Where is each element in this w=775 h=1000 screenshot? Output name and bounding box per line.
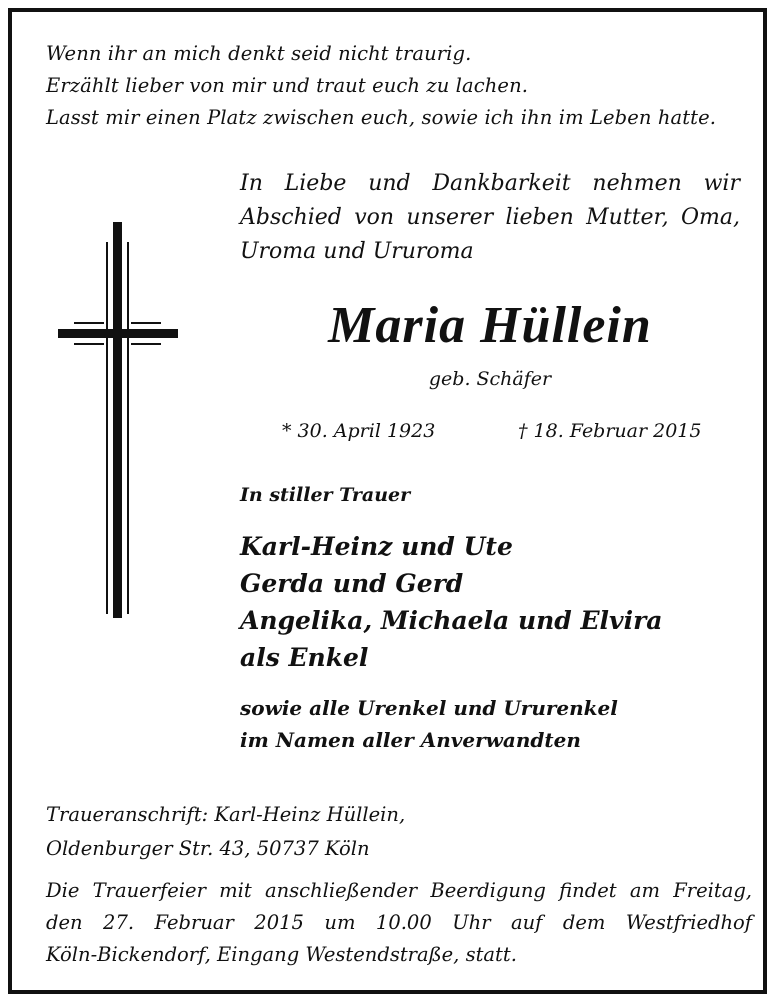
family-names [240,528,662,676]
family-line: Karl-Heinz und Ute [240,532,513,561]
cross-icon [56,220,180,620]
family-line: Gerda und Gerd [240,569,464,598]
address-line: Traueranschrift: Karl-Heinz Hüllein, [46,803,406,826]
verse-line: Wenn ihr an mich denkt seid nicht traurig. [46,42,472,65]
extended-family [240,692,618,756]
verse-line: Erzählt lieber von mir und traut euch zu lachen. [46,74,529,97]
farewell-text [240,167,740,269]
farewell-line: In Liebe und Dankbarkeit nehmen wir [240,171,740,196]
funeral-details [46,875,752,971]
birth-date: * 30. April 1923 [282,420,436,442]
farewell-line: Abschied von unserer lieben Mutter, Oma, [240,205,740,230]
funeral-line: Köln-Bickendorf, Eingang Westendstraße, statt. [46,943,517,966]
family-line: als Enkel [240,643,369,672]
funeral-line: den 27. Februar 2015 um 10.00 Uhr auf dem Westfriedhof [46,911,752,934]
family-line: Angelika, Michaela und Elvira [240,606,663,635]
memorial-verse [46,38,746,134]
death-date: † 18. Februar 2015 [518,420,702,442]
farewell-line: Uroma und Ururoma [240,239,474,264]
mourning-label: In stiller Trauer [240,484,411,506]
funeral-line: Die Trauerfeier mit anschließender Beerdigung findet am Freitag, [46,879,752,902]
deceased-name: Maria Hüllein [328,297,652,354]
extended-family-line: sowie alle Urenkel und Ururenkel [240,696,618,720]
address-line: Oldenburger Str. 43, 50737 Köln [46,837,370,860]
extended-family-line: im Namen aller Anverwandten [240,728,581,752]
mourning-address [46,798,405,866]
maiden-name: geb. Schäfer [428,368,552,390]
obituary-notice [8,8,767,994]
verse-line: Lasst mir einen Platz zwischen euch, sowie ich ihn im Leben hatte. [46,106,717,129]
